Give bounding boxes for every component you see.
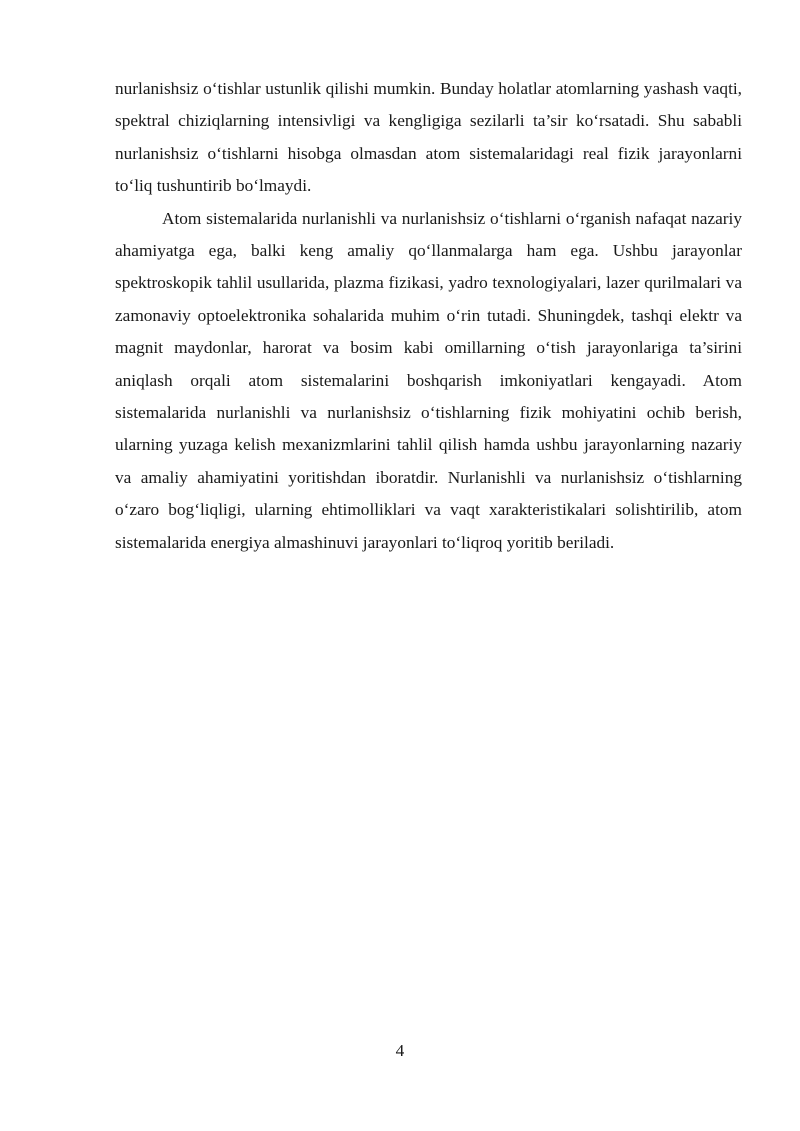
body-text — [115, 73, 742, 559]
paragraph: Atom sistemalarida nurlanishli va nurlanishsiz o‘tishlarni o‘rganish nafaqat nazariy ahamiyatga ega, balki keng amaliy qo‘llanmalarga ham ega. Ushbu jarayonlar spektroskopik tahlil usullarida, plazma fizikasi, yadro texnologiyalari, lazer qurilmalari va zamonaviy optoelektronika sohalarida muhim o‘rin tutadi. Shuningdek, tashqi elektr va magnit maydonlar, harorat va bosim kabi omillarning o‘tish jarayonlariga ta’sirini aniqlash orqali atom sistemalarini boshqarish imkoniyatlari kengayadi. Atom sistemalarida nurlanishli va nurlanishsiz o‘tishlarning fizik mohiyatini ochib berish, ularning yuzaga kelish mexanizmlarini tahlil qilish hamda ushbu jarayonlarning nazariy va amaliy ahamiyatini yoritishdan iboratdir. Nurlanishli va nurlanishsiz o‘tishlarning o‘zaro bog‘liqligi, ularning ehtimolliklari va vaqt xarakteristikalari solishtirilib, atom sistemalarida energiya almashinuvi jarayonlari to‘liqroq yoritib beriladi. — [115, 208, 742, 552]
paragraph-continued: nurlanishsiz o‘tishlar ustunlik qilishi mumkin. Bunday holatlar atomlarning yashash vaqti, spektral chiziqlarning intensivligi va kengligiga sezilarli ta’sir ko‘rsatadi. Shu sababli nurlanishsiz o‘tishlarni hisobga olmasdan atom sistemalaridagi real fizik jarayonlarni to‘liq tushuntirib bo‘lmaydi. — [115, 79, 742, 196]
page-number: 4 — [395, 1041, 405, 1060]
